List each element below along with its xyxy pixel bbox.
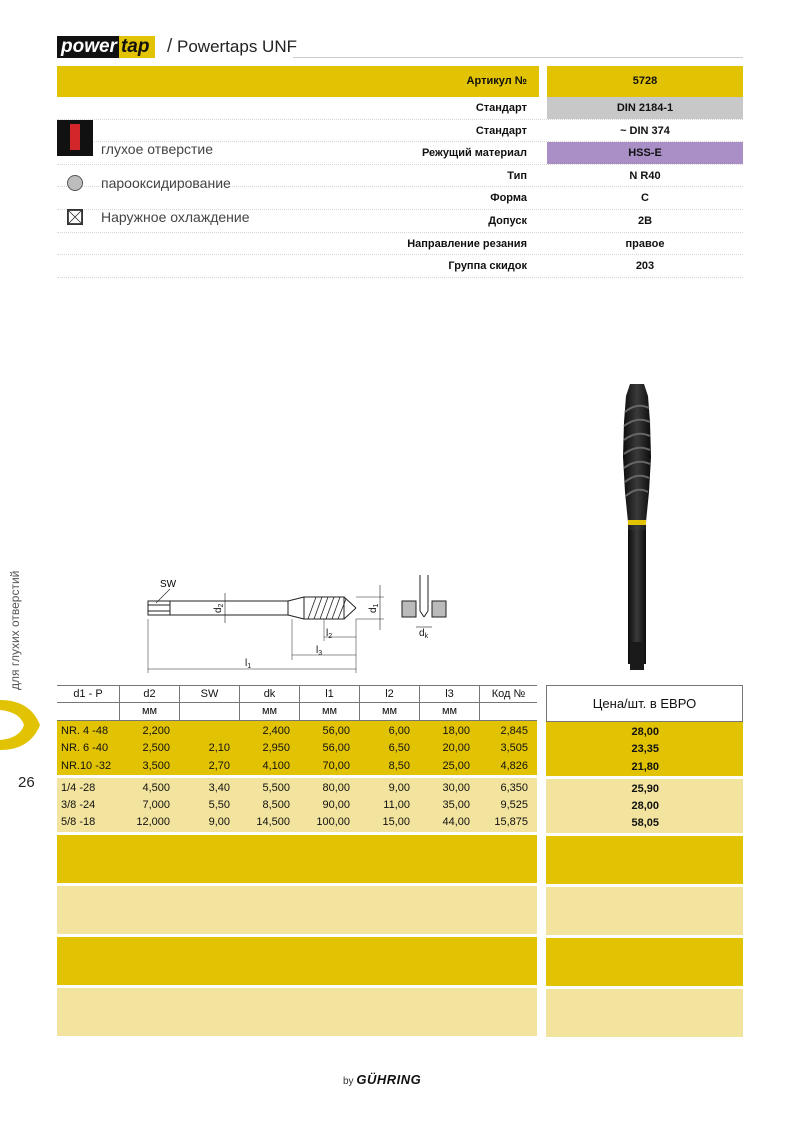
table-row: 1/4 -28 4,500 3,40 5,500 80,00 9,00 30,00 6,350 bbox=[61, 781, 528, 794]
table-empty-block bbox=[57, 835, 537, 883]
price-value: 28,00 bbox=[631, 726, 659, 738]
price-group-1 bbox=[546, 722, 743, 776]
table-row: 3/8 -24 7,000 5,50 8,500 90,00 11,00 35,00 9,525 bbox=[61, 799, 528, 812]
price-value: 25,90 bbox=[631, 782, 659, 795]
table-group-2 bbox=[57, 778, 537, 832]
spec-row-discount: Группа скидок 203 bbox=[57, 255, 743, 278]
page-header bbox=[57, 36, 743, 58]
price-value: 58,05 bbox=[631, 817, 659, 830]
label-d1: $d_1$ bbox=[368, 603, 380, 613]
blind-hole-icon bbox=[57, 120, 93, 156]
price-table bbox=[546, 685, 743, 1037]
price-value: 23,35 bbox=[631, 743, 659, 756]
label-l2: $l_2$ bbox=[326, 628, 333, 640]
side-section-label: для глухих отверстий bbox=[8, 570, 22, 690]
price-empty-block bbox=[546, 938, 743, 986]
table-row: NR. 4 -48 2,200 2,400 56,00 6,00 18,00 2,845 bbox=[61, 725, 528, 737]
label-d2: $d_2$ bbox=[213, 603, 225, 613]
spec-row-article: Артикул № 5728 bbox=[57, 66, 743, 97]
table-row: NR. 6 -40 2,500 2,10 2,950 56,00 6,50 20,00 3,505 bbox=[61, 742, 528, 755]
tap-product-image bbox=[612, 382, 662, 674]
table-empty-block bbox=[57, 886, 537, 934]
spec-row-form: Форма C bbox=[57, 187, 743, 210]
price-value: 21,80 bbox=[631, 760, 659, 773]
table-row: NR.10 -32 3,500 2,70 4,100 70,00 8,50 25,00 4,826 bbox=[61, 759, 528, 772]
spec-row-material: Режущий материал HSS-E bbox=[57, 142, 743, 165]
table-empty-block bbox=[57, 988, 537, 1036]
guhring-logo: GÜHRING bbox=[356, 1072, 422, 1087]
external-cooling-icon bbox=[67, 209, 83, 225]
label-dk: $d_k$ bbox=[419, 628, 429, 640]
price-value: 28,00 bbox=[631, 800, 659, 813]
spec-row-standard: Стандарт DIN 2184-1 bbox=[57, 97, 743, 120]
header-separator: / bbox=[167, 36, 173, 57]
label-sw: SW bbox=[160, 579, 177, 590]
dimensions-table bbox=[57, 685, 537, 1036]
spec-row-tolerance: Допуск 2B bbox=[57, 210, 743, 233]
price-empty-block bbox=[546, 836, 743, 884]
spec-table bbox=[57, 66, 743, 278]
table-row: 5/8 -18 12,000 9,00 14,500 100,00 15,00 44,00 15,875 bbox=[61, 816, 528, 829]
page-title: Powertaps UNF bbox=[177, 37, 297, 56]
spec-row-type: Тип N R40 bbox=[57, 165, 743, 188]
header-rule bbox=[293, 57, 743, 58]
label-l1: $l_1$ bbox=[245, 658, 252, 670]
label-l3: $l_3$ bbox=[316, 645, 323, 657]
tap-technical-drawing bbox=[130, 575, 470, 675]
spec-row-direction: Направление резания правое bbox=[57, 233, 743, 256]
spec-row-standard-2: Стандарт ~ DIN 374 bbox=[57, 120, 743, 143]
price-empty-block bbox=[546, 887, 743, 935]
table-units-row: мм мм мм мм мм bbox=[57, 703, 537, 721]
footer-brand: by GÜHRING bbox=[343, 1072, 422, 1087]
price-group-2 bbox=[546, 779, 743, 833]
table-header-row: d1 - P d2 SW dk l1 l2 l3 Код № bbox=[57, 685, 537, 703]
page-number: 26 bbox=[18, 774, 35, 791]
gear-logo-icon bbox=[0, 690, 56, 760]
table-group-1 bbox=[57, 721, 537, 775]
steam-oxidation-icon bbox=[67, 175, 83, 191]
price-empty-block bbox=[546, 989, 743, 1037]
powertap-logo: power tap bbox=[57, 36, 155, 58]
table-empty-block bbox=[57, 937, 537, 985]
price-header: Цена/шт. в ЕВРО bbox=[546, 685, 743, 722]
